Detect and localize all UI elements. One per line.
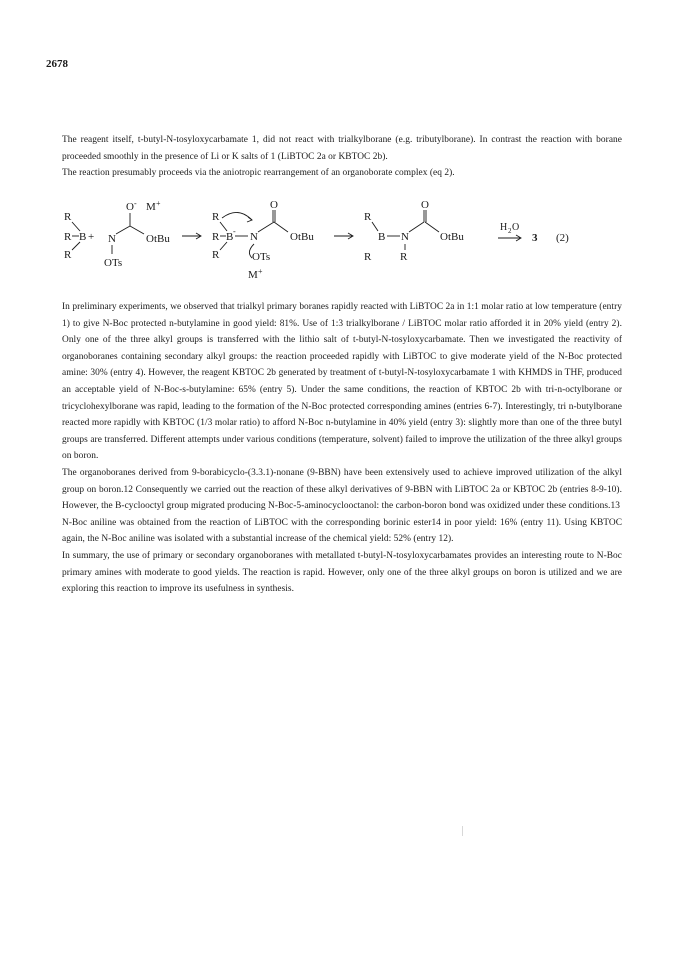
reagent-sub: 2 [508,227,512,235]
r-group: R [212,211,220,223]
boron-atom: B [378,231,386,243]
oxygen-atom: O [126,201,134,213]
r-group: R [364,251,372,263]
nitrogen-atom: N [250,231,258,243]
reaction-scheme [62,198,622,290]
scheme-drawing [62,198,622,290]
equation-number: (2) [556,232,569,244]
metal-atom: M [146,201,156,213]
charge-plus: + [258,267,263,276]
r-group: R [64,231,72,243]
nitrogen-atom: N [108,233,116,245]
tosylate: OTs [104,257,123,269]
charge-minus: - [233,227,236,236]
paragraph: In summary, the use of primary or secondary organoboranes with metallated t-butyl-N-tosyloxycarbamates provides an interesting route to N-Boc primary amines with moderate to good yields. The reaction is rapid. However, only one of the three alkyl groups on boron is utilized and we are exploring this reaction to improve its usefulness in synthesis. [62,550,622,595]
reagent-o: O [512,222,520,233]
r-group: R [212,249,220,261]
paragraph: N-Boc aniline was obtained from the reaction of LiBTOC with the corresponding borinic ester14 in poor yield: 16% (entry 11). Using KBTOC again, the N-Boc aniline was isolated with a substantial increase of the chemical yield: 52% (entry 12). [62,517,622,545]
product-label: 3 [532,232,538,244]
page-number: 2678 [46,58,68,70]
tbu-ester: OtBu [146,233,170,245]
r-group: R [364,211,372,223]
tosylate: OTs [252,251,271,263]
charge-minus: - [134,199,137,208]
paragraph: In preliminary experiments, we observed that trialkyl primary boranes rapidly reacted with LiBTOC 2a in 1:1 molar ratio at low temperature (entry 1) to give N-Boc protected n-butylamine in good yield: 81%. Use of 1:3 trialkylborane / LiBTOC molar ratio afforded it in 20% yield (entry 2). Only one of the three alkyl groups is transferred with the lithio salt of t-butyl-N-tosyloxycarbamate. Then we investigated the reactivity of organoboranes containing secondary alkyl groups: the reaction proceeded rapidly with LiBTOC to give moderate yield of the N-Boc protected amine: 30% (entry 4). However, the reagent KBTOC 2b generated by treatment of t-butyl-N-tosyloxycarbamate 1 with KHMDS in THF, produced an acceptable yield of N-Boc-s-butylamine: 65% (entry 5). Under the same conditions, the reaction of KBTOC 2b with tri-n-octylborane or tricyclohexylborane was rapid, leading to the formation of the N-Boc protected corresponding amines (entries 6-7). Interestingly, tri n-butylborane reacted more rapidly with KBTOC (1/3 molar ratio) to afford N-Boc n-butylamine in 40% yield (entry 3): slightly more than one of the three butyl groups are transferred. Different attempts under various conditions (temperature, solvent) failed to improve the utilization of the three alkyl groups on boron. [62,302,622,462]
scan-mark [462,826,463,836]
oxygen-atom: O [421,199,429,211]
boron-atom: B [226,231,234,243]
plus-sign: + [88,231,95,243]
r-group: R [64,211,72,223]
charge-plus: + [156,199,161,208]
paragraph: The organoboranes derived from 9-borabicyclo-(3.3.1)-nonane (9-BBN) have been extensively used to achieve improved utilization of the alkyl group on boron.12 Consequently we carried out the reaction of these alkyl derivatives of 9-BBN with LiBTOC 2a or KBTOC 2b (entries 8-9-10). However, the B-cyclooctyl group migrated producing N-Boc-5-aminocyclooctanol: the carbon-boron bond was oxidized under these conditions.13 [62,467,622,512]
tbu-ester: OtBu [290,231,314,243]
intro-text [62,132,622,182]
paragraph: The reaction presumably proceeds via the aniotropic rearrangement of an organoborate complex (eq 2). [62,168,455,179]
metal-atom: M [248,269,258,281]
tbu-ester: OtBu [440,231,464,243]
paragraph: The reagent itself, t-butyl-N-tosyloxycarbamate 1, did not react with trialkylborane (e.g. tributylborane). In contrast the reaction with borane proceeded smoothly in the presence of Li or K salts of 1 (LiBTOC 2a or KBTOC 2b). [62,135,622,162]
boron-atom: B [79,231,87,243]
nitrogen-atom: N [401,231,409,243]
r-group: R [400,251,408,263]
reagent-h: H [500,222,508,233]
oxygen-atom: O [270,199,278,211]
r-group: R [212,231,220,243]
body-text [62,299,622,598]
r-group: R [64,249,72,261]
